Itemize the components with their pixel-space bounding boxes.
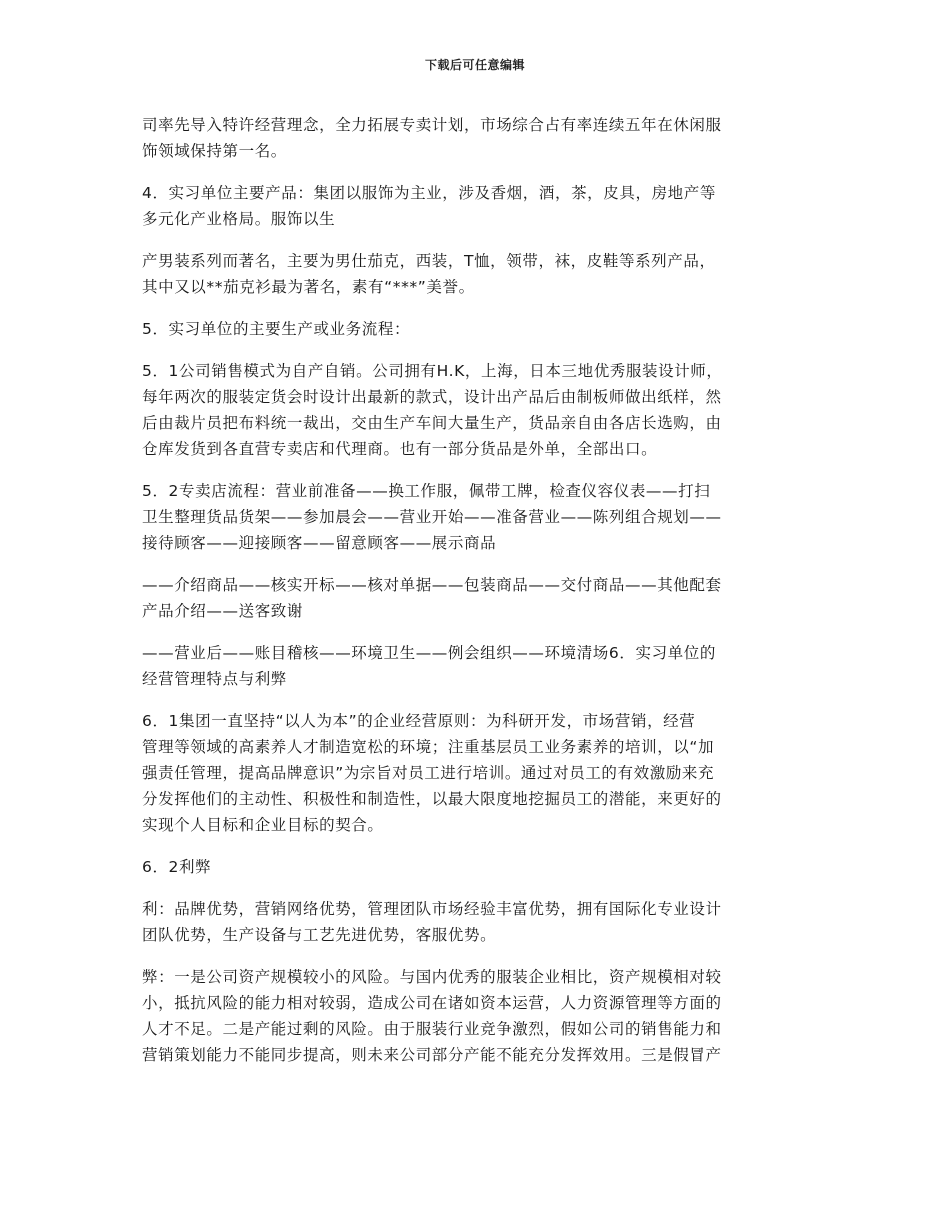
text-line: 每年两次的服装定货会时设计出最新的款式，设计出产品后由制板师做出纸样，然 <box>142 388 722 406</box>
paragraph <box>142 854 810 880</box>
paragraph <box>142 316 810 342</box>
text-line: 经营管理特点与利弊 <box>142 670 287 688</box>
text-line: 后由裁片员把布料统一裁出，交由生产车间大量生产，货品亲自由各店长选购，由 <box>142 414 722 432</box>
text-line: 仓库发货到各直营专卖店和代理商。也有一部分货品是外单，全部出口。 <box>142 440 658 458</box>
text-line: ——介绍商品——核实开标——核对单据——包装商品——交付商品——其他配套 <box>142 576 722 594</box>
text-line: 团队优势，生产设备与工艺先进优势，客服优势。 <box>142 926 497 944</box>
text-line: 弊：一是公司资产规模较小的风险。与国内优秀的服装企业相比，资产规模相对较 <box>142 968 722 986</box>
text-line: 卫生整理货品货架——参加晨会——营业开始——准备营业——陈列组合规划—— <box>142 508 722 526</box>
text-line: 利：品牌优势，营销网络优势，管理团队市场经验丰富优势，拥有国际化专业设计 <box>142 900 722 918</box>
paragraph <box>142 896 810 948</box>
paragraph <box>142 180 810 232</box>
text-line: 实现个人目标和企业目标的契合。 <box>142 816 384 834</box>
page-header: 下载后可任意编辑 <box>424 58 525 72</box>
text-line: 产品介绍——送客致谢 <box>142 602 304 620</box>
paragraph <box>142 640 810 692</box>
paragraph <box>142 964 810 1068</box>
paragraph <box>142 708 810 838</box>
text-line: 6．2利弊 <box>142 858 212 876</box>
paragraph <box>142 112 810 164</box>
text-line: 管理等领域的高素养人才制造宽松的环境；注重基层员工业务素养的培训，以“加 <box>142 738 715 756</box>
text-line: 4．实习单位主要产品：集团以服饰为主业，涉及香烟，酒，茶，皮具，房地产等 <box>142 184 716 202</box>
document-body <box>142 112 810 1084</box>
text-line: 6．1集团一直坚持“以人为本”的企业经营原则：为科研开发，市场营销，经营 <box>142 712 696 730</box>
text-line: 饰领域保持第一名。 <box>142 142 287 160</box>
paragraph <box>142 572 810 624</box>
text-line: 5．2专卖店流程：营业前准备——换工作服，佩带工牌，检查仪容仪表——打扫 <box>142 482 711 500</box>
text-line: ——营业后——账目稽核——环境卫生——例会组织——环境清场6．实习单位的 <box>142 644 716 662</box>
text-line: 小，抵抗风险的能力相对较弱，造成公司在诸如资本运营，人力资源管理等方面的 <box>142 994 722 1012</box>
text-line: 多元化产业格局。服饰以生 <box>142 210 336 228</box>
paragraph <box>142 358 810 462</box>
text-line: 5．实习单位的主要生产或业务流程： <box>142 320 411 338</box>
text-line: 其中又以**茄克衫最为著名，素有“***”美誉。 <box>142 278 475 296</box>
text-line: 产男装系列而著名，主要为男仕茄克，西装，T恤，领带，袜，皮鞋等系列产品， <box>142 252 716 270</box>
text-line: 人才不足。二是产能过剩的风险。由于服装行业竞争激烈，假如公司的销售能力和 <box>142 1020 722 1038</box>
text-line: 接待顾客——迎接顾客——留意顾客——展示商品 <box>142 534 497 552</box>
text-line: 营销策划能力不能同步提高，则未来公司部分产能不能充分发挥效用。三是假冒产 <box>142 1046 722 1064</box>
paragraph <box>142 478 810 556</box>
text-line: 强责任管理，提高品牌意识”为宗旨对员工进行培训。通过对员工的有效激励来充 <box>142 764 715 782</box>
paragraph <box>142 248 810 300</box>
text-line: 司率先导入特许经营理念，全力拓展专卖计划，市场综合占有率连续五年在休闲服 <box>142 116 722 134</box>
text-line: 分发挥他们的主动性、积极性和制造性，以最大限度地挖掘员工的潜能，来更好的 <box>142 790 722 808</box>
text-line: 5．1公司销售模式为自产自销。公司拥有H.K，上海，日本三地优秀服装设计师， <box>142 362 723 380</box>
